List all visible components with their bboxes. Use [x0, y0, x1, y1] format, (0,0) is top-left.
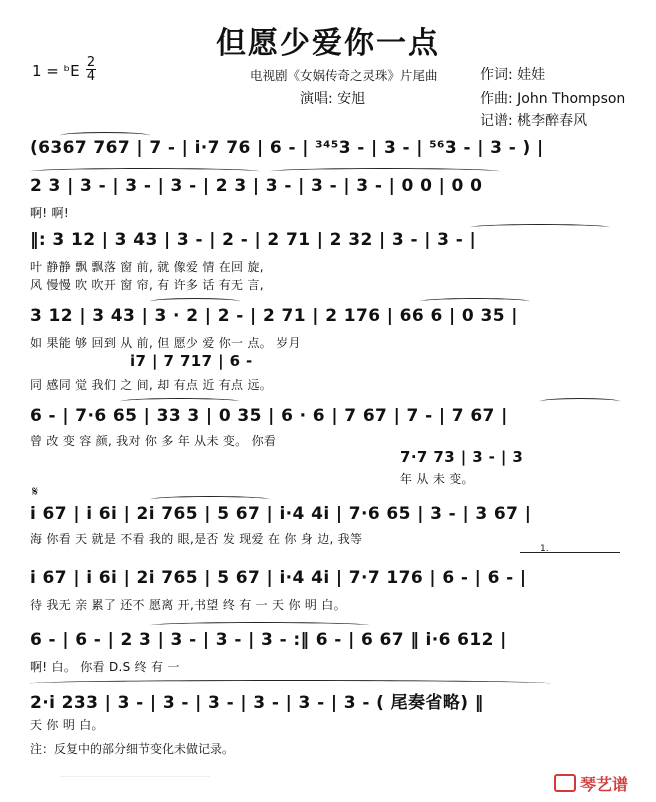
score-line-1: (6367 767 | 7 - | i·7 76 | 6 - | ³⁴⁵3 - | 3 - | ⁵⁶3 - | 3 - ) | [30, 138, 544, 158]
transcriber-credit: 记谱: 桃李醉春风 [480, 113, 588, 129]
song-title: 但愿少爱你一点 [216, 26, 440, 61]
score-line-4-alt: i7 | 7 717 | 6 - [130, 352, 253, 370]
lyric-line-5: 曾 改 变 容 颜, 我对 你 多 年 从未 变。 你看 [30, 434, 277, 448]
segno-icon: 𝄋 [32, 484, 39, 500]
lyric-line-3b: 风 慢慢 吹 吹开 窗 帘, 有 许多 话 有无 言, [30, 278, 264, 292]
key-signature: 1 = ᵇE [32, 62, 80, 80]
lyric-line-2: 啊! 啊! [30, 206, 69, 220]
score-line-5-alt: 7·7 73 | 3 - | 3 [400, 448, 524, 466]
score-line-8: 6 - | 6 - | 2 3 | 3 - | 3 - | 3 - :‖ 6 - | 6 67 ‖ i·6 612 | [30, 630, 507, 650]
score-line-3: ‖: 3 12 | 3 43 | 3 - | 2 - | 2 71 | 2 32 | 3 - | 3 - | [30, 230, 477, 250]
subtitle: 电视剧《女娲传奇之灵珠》片尾曲 [250, 68, 438, 83]
footnote: 注：反复中的部分细节变化未做记录。 [30, 742, 235, 756]
score-line-4: 3 12 | 3 43 | 3 · 2 | 2 - | 2 71 | 2 176 | 66 6 | 0 35 | [30, 306, 518, 326]
volta-1-label: 1. [540, 544, 549, 554]
watermark-logo [554, 772, 628, 795]
logo-icon [554, 774, 576, 792]
time-sig-top: 2 [86, 55, 96, 70]
score-line-5: 6 - | 7·6 65 | 33 3 | 0 35 | 6 · 6 | 7 67 | 7 - | 7 67 | [30, 406, 508, 426]
lyric-line-6: 海 你看 天 就是 不看 我的 眼,是否 发 现爱 在 你 身 边, 我等 [30, 532, 363, 546]
lyric-line-7: 待 我无 亲 累了 还不 愿离 开,书望 终 有 一 天 你 明 白。 [30, 598, 346, 612]
composer-credit: 作曲: John Thompson [480, 91, 626, 107]
watermark-text: 琴艺谱 [579, 775, 628, 794]
lyricist-credit: 作词: 娃娃 [480, 67, 546, 83]
lyric-line-9: 天 你 明 白。 [30, 718, 104, 732]
time-signature [86, 56, 96, 83]
lyric-line-4b: 同 感同 觉 我们 之 间, 却 有点 近 有点 远。 [30, 378, 273, 392]
score-line-6: i 67 | i 6i | 2i 765 | 5 67 | i·4 4i | 7·6 65 | 3 - | 3 67 | [30, 504, 532, 524]
score-line-2: 2 3 | 3 - | 3 - | 3 - | 2 3 | 3 - | 3 - | 3 - | 0 0 | 0 0 [30, 176, 483, 196]
score-line-9: 2·i 233 | 3 - | 3 - | 3 - | 3 - | 3 - | 3 - ( 尾奏省略) ‖ [30, 693, 484, 713]
lyric-line-3a: 叶 静静 飘 飘落 窗 前, 就 像爱 情 在回 旋, [30, 260, 264, 274]
time-sig-bottom: 4 [86, 69, 96, 84]
lyric-line-4a: 如 果能 够 回到 从 前, 但 愿少 爱 你一 点。 岁月 [30, 336, 301, 350]
lyric-line-8: 啊! 白。 你看 D.S 终 有 一 [30, 660, 180, 674]
score-line-7: i 67 | i 6i | 2i 765 | 5 67 | i·4 4i | 7·7 176 | 6 - | 6 - | [30, 568, 527, 588]
singer-credit: 演唱: 安旭 [300, 91, 366, 107]
lyric-line-5-alt: 年 从 未 变。 [400, 472, 474, 486]
